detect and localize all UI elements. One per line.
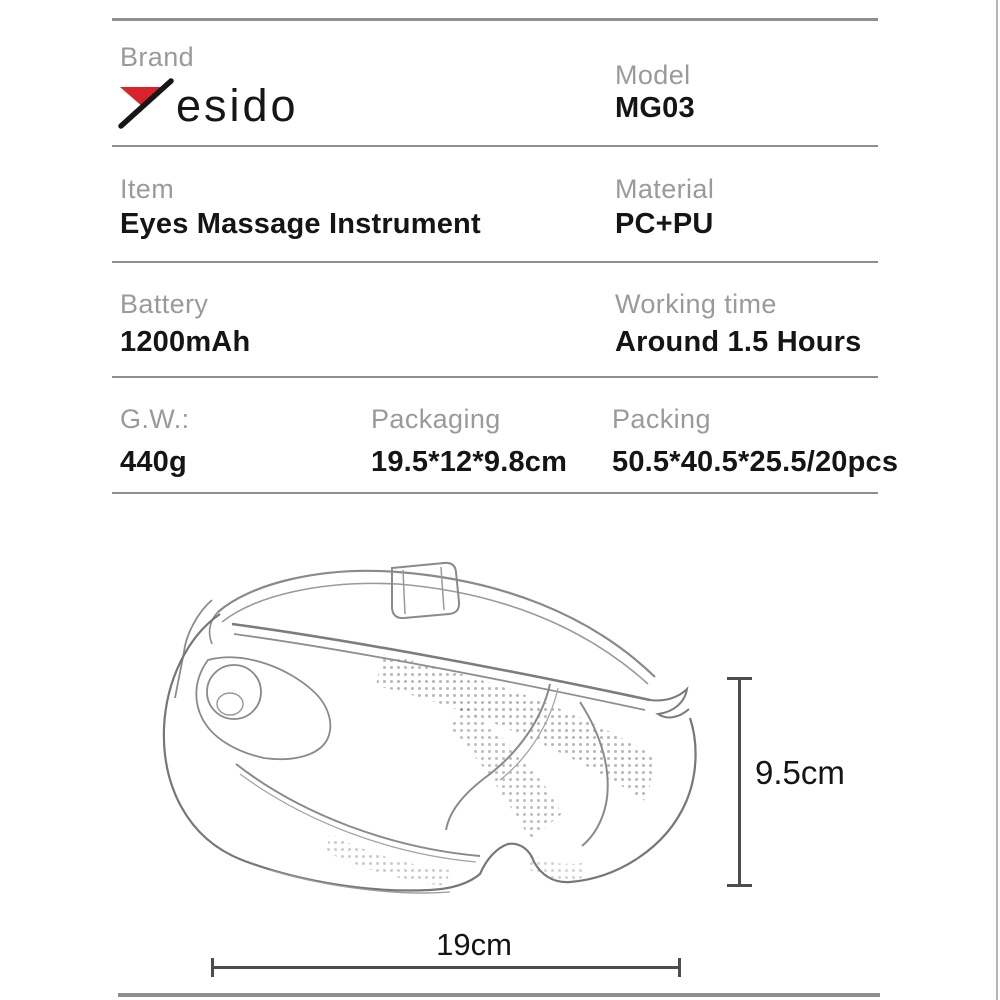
packaging-label: Packaging bbox=[371, 404, 501, 434]
eye-massager-illustration bbox=[150, 552, 710, 927]
battery-value: 1200mAh bbox=[120, 326, 251, 358]
material-value: PC+PU bbox=[615, 208, 714, 240]
material-label: Material bbox=[615, 174, 715, 204]
packaging-value: 19.5*12*9.8cm bbox=[371, 446, 568, 478]
divider-row3 bbox=[112, 376, 878, 378]
gross-weight-value: 440g bbox=[120, 446, 187, 478]
item-value: Eyes Massage Instrument bbox=[120, 208, 481, 240]
seam-lower-left-1 bbox=[236, 764, 480, 856]
item-label: Item bbox=[120, 174, 175, 204]
power-button-inner bbox=[217, 693, 243, 715]
page-right-edge-line bbox=[996, 0, 998, 1000]
buckle-slot-left bbox=[403, 570, 405, 614]
working-time-value: Around 1.5 Hours bbox=[615, 326, 862, 358]
divider-row2 bbox=[112, 261, 878, 263]
height-dimension-label: 9.5cm bbox=[755, 754, 845, 791]
rim-right-wing bbox=[650, 689, 689, 717]
width-dimension-line bbox=[212, 966, 680, 969]
shading-band-bottom-right bbox=[526, 854, 586, 880]
height-dimension-line bbox=[738, 678, 741, 886]
packing-label: Packing bbox=[612, 404, 711, 434]
gross-weight-label: G.W.: bbox=[120, 404, 190, 434]
divider-top bbox=[112, 18, 878, 21]
battery-label: Battery bbox=[120, 289, 209, 319]
strap-outer bbox=[218, 571, 655, 677]
logo-word: esido bbox=[176, 80, 299, 131]
width-dimension-label: 19cm bbox=[436, 927, 512, 962]
divider-bottom bbox=[118, 993, 880, 997]
divider-row4 bbox=[112, 492, 878, 494]
brand-label: Brand bbox=[120, 42, 195, 72]
height-dimension-cap-top bbox=[727, 677, 752, 680]
working-time-label: Working time bbox=[615, 289, 777, 319]
yesido-logo bbox=[114, 74, 314, 132]
model-value: MG03 bbox=[615, 92, 695, 124]
height-dimension-cap-bottom bbox=[727, 884, 752, 887]
power-button-icon bbox=[207, 665, 261, 719]
shading-band-bottom-left bbox=[326, 834, 450, 886]
strap-left-mount bbox=[175, 600, 212, 698]
model-label: Model bbox=[615, 60, 691, 90]
packing-value: 50.5*40.5*25.5/20pcs bbox=[612, 446, 899, 478]
width-dimension-cap-left bbox=[211, 958, 214, 977]
divider-row1 bbox=[112, 145, 878, 147]
